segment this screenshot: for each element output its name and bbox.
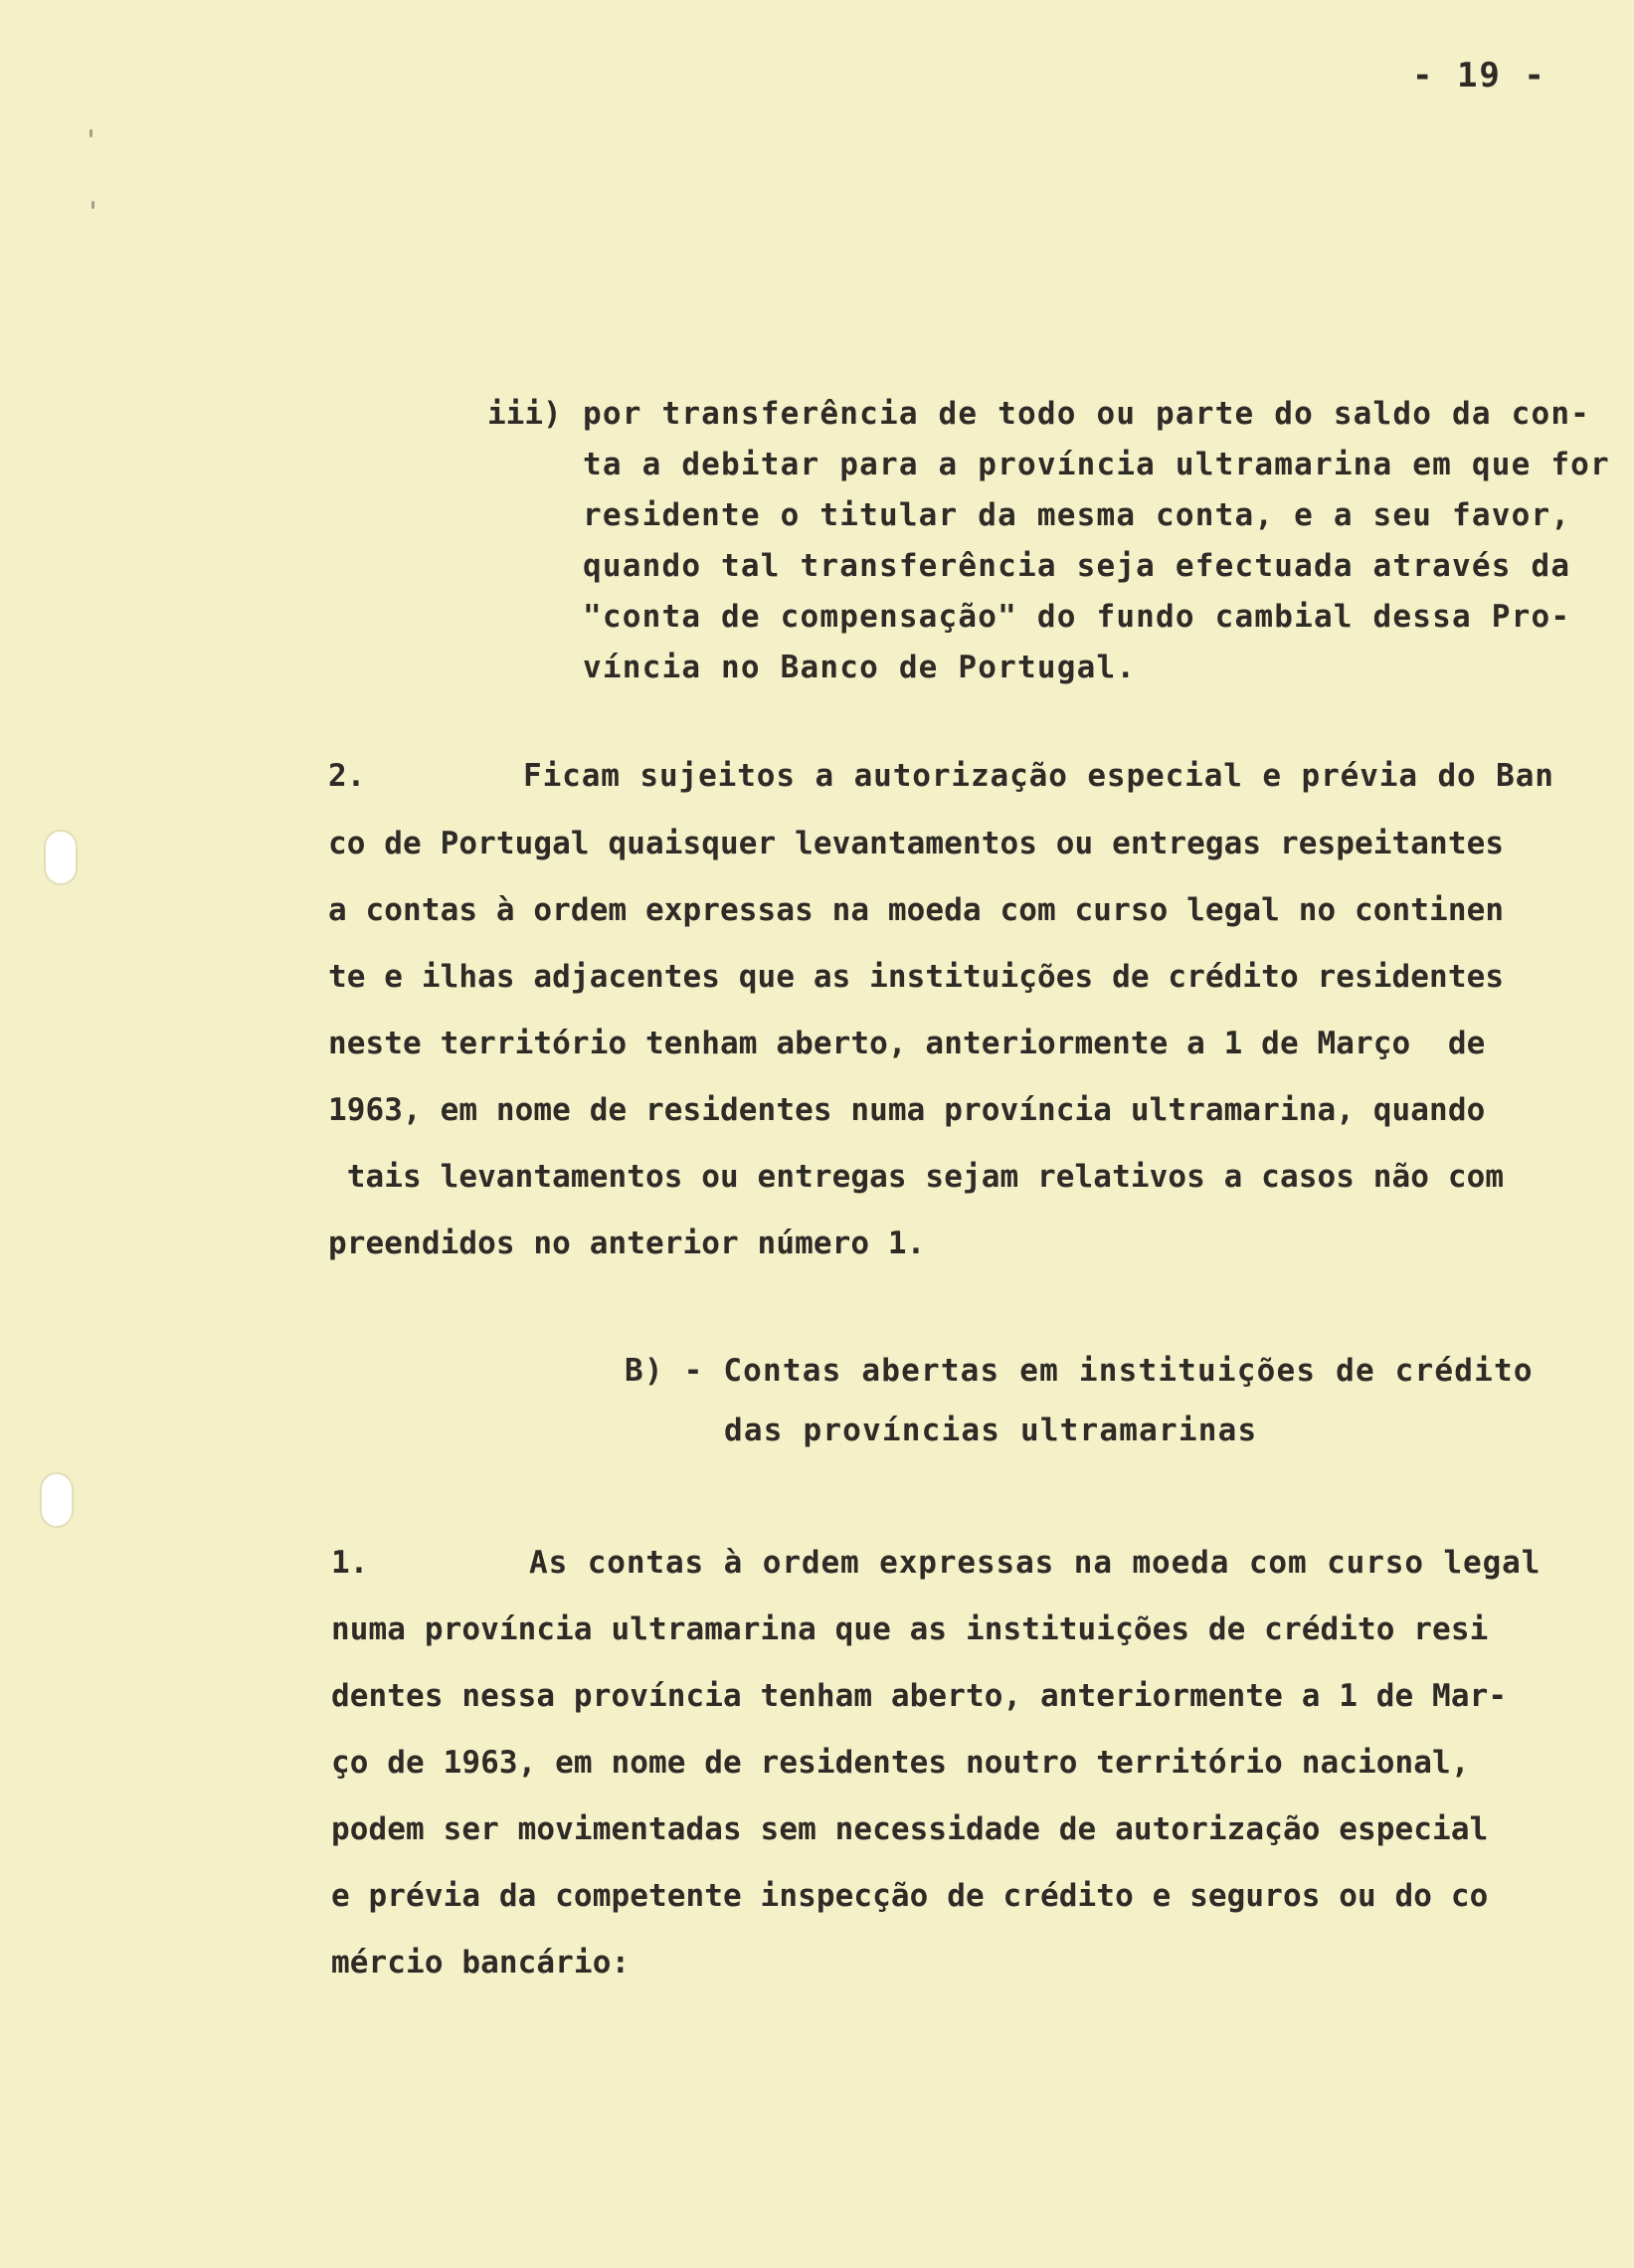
section-b1-number: 1.	[331, 1545, 369, 1581]
item-iii-line: por transferência de todo ou parte do saldo da con-	[583, 396, 1591, 432]
page-number: - 19 -	[1412, 56, 1546, 95]
section-b1-line: dentes nessa província tenham aberto, anteriormente a 1 de Mar-	[331, 1678, 1508, 1714]
section-2-line: neste território tenham aberto, anteriormente a 1 de Março de	[328, 1026, 1486, 1061]
item-iii-marker: iii)	[487, 396, 562, 432]
heading-b-line-1: B) - Contas abertas em instituições de crédito	[625, 1353, 1534, 1389]
margin-mark	[90, 129, 92, 137]
section-b1-first-line: As contas à ordem expressas na moeda com curso legal	[529, 1545, 1542, 1581]
section-b1-line: ço de 1963, em nome de residentes noutro território nacional,	[331, 1745, 1470, 1781]
item-iii-line: víncia no Banco de Portugal.	[583, 650, 1137, 685]
section-b1-line: e prévia da competente inspecção de crédito e seguros ou do co	[331, 1878, 1489, 1914]
section-2-line: preendidos no anterior número 1.	[328, 1226, 926, 1261]
section-2-line: tais levantamentos ou entregas sejam relativos a casos não com	[328, 1159, 1505, 1195]
section-b1-line: mércio bancário:	[331, 1945, 631, 1981]
section-2-first-line: Ficam sujeitos a autorização especial e prévia do Ban	[523, 758, 1554, 794]
punch-hole-bottom	[40, 1472, 74, 1528]
item-iii-line: residente o titular da mesma conta, e a seu favor,	[583, 497, 1571, 533]
section-2-line: te e ilhas adjacentes que as instituições de crédito residentes	[328, 959, 1505, 995]
punch-hole-top	[44, 830, 78, 885]
section-b1-line: podem ser movimentadas sem necessidade de autorização especial	[331, 1811, 1489, 1847]
section-2-line: co de Portugal quaisquer levantamentos ou entregas respeitantes	[328, 826, 1505, 861]
section-2-number: 2.	[328, 758, 366, 794]
item-iii-line: "conta de compensação" do fundo cambial dessa Pro-	[583, 599, 1571, 635]
margin-mark	[91, 201, 94, 209]
section-b1-line: numa província ultramarina que as instituições de crédito resi	[331, 1611, 1489, 1647]
item-iii-line: ta a debitar para a província ultramarina em que for	[583, 447, 1610, 482]
section-2-line: a contas à ordem expressas na moeda com curso legal no continen	[328, 892, 1505, 928]
heading-b-line-2: das províncias ultramarinas	[724, 1413, 1258, 1448]
item-iii-line: quando tal transferência seja efectuada através da	[583, 548, 1571, 584]
section-2-line: 1963, em nome de residentes numa província ultramarina, quando	[328, 1092, 1486, 1128]
